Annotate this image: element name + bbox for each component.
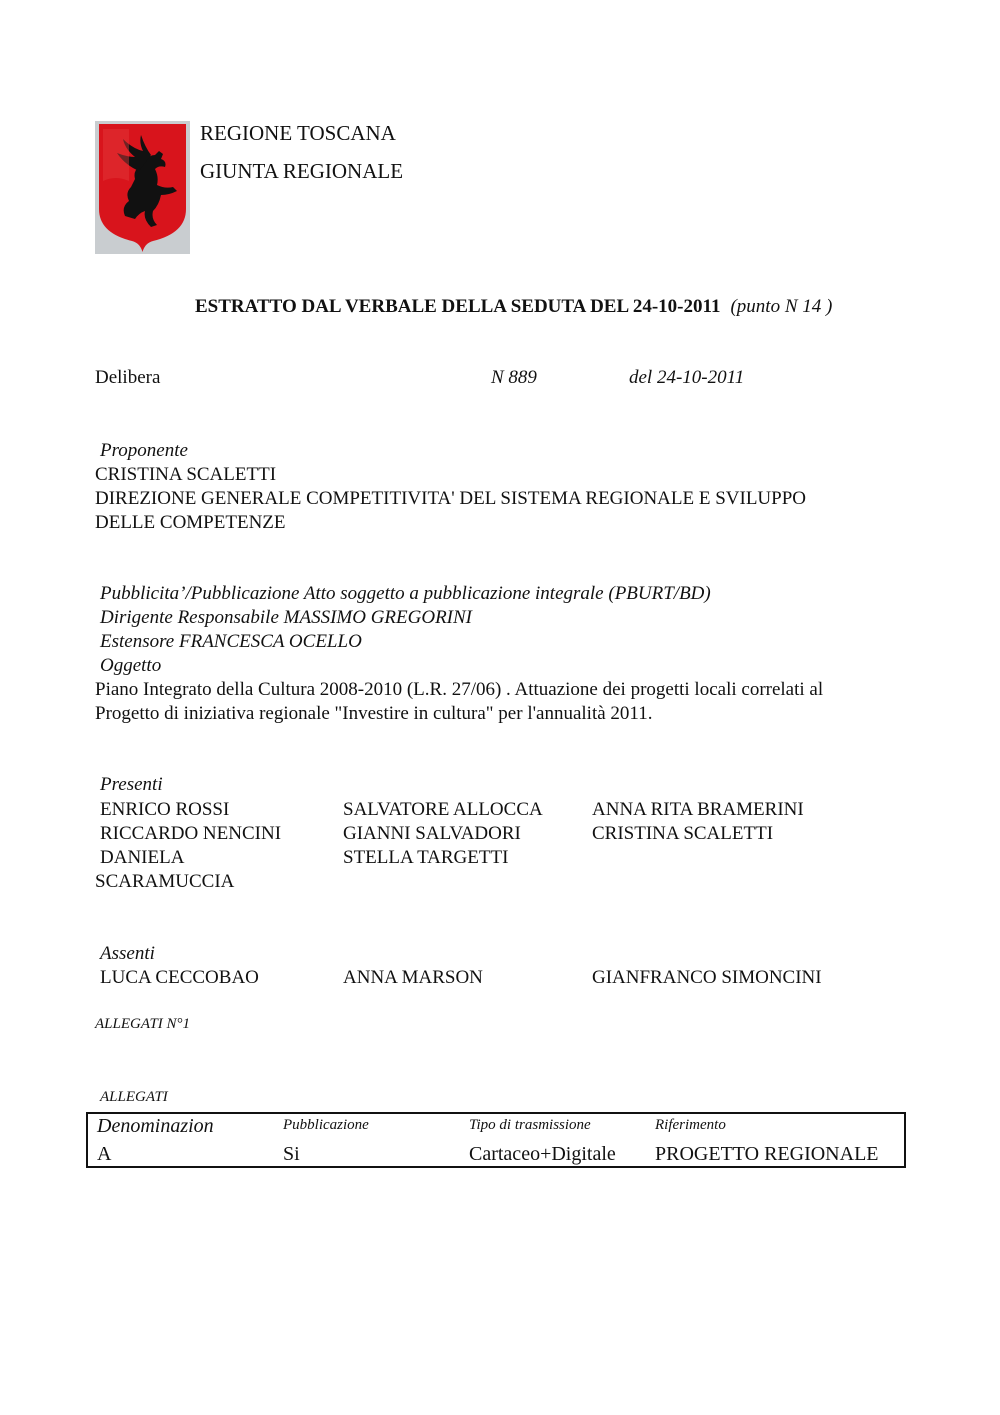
- org-name-line1: REGIONE TOSCANA: [200, 121, 396, 145]
- presente-name: DANIELA: [100, 847, 185, 868]
- presente-name: GIANNI SALVADORI: [343, 823, 521, 844]
- oggetto-label: Oggetto: [100, 655, 162, 676]
- assente-name: GIANFRANCO SIMONCINI: [592, 967, 822, 988]
- org-name-line2: GIUNTA REGIONALE: [200, 159, 404, 183]
- estensore-line: Estensore FRANCESCA OCELLO: [100, 631, 362, 652]
- table-cell: A: [97, 1143, 112, 1165]
- table-cell: PROGETTO REGIONALE: [655, 1143, 879, 1165]
- column-header-riferimento: Riferimento: [655, 1117, 726, 1133]
- allegati-label: ALLEGATI: [100, 1089, 168, 1105]
- assente-name: ANNA MARSON: [343, 967, 483, 988]
- tuscany-pegasus-coat-of-arms-icon: [95, 121, 190, 254]
- table-cell: Cartaceo+Digitale: [469, 1143, 616, 1165]
- column-header-denominazione: Denominazion: [97, 1115, 214, 1137]
- heading-main: ESTRATTO DAL VERBALE DELLA SEDUTA DEL 24-10-2011: [195, 296, 721, 317]
- assenti-label: Assenti: [100, 943, 155, 964]
- proponente-direzione-line2: DELLE COMPETENZE: [95, 512, 286, 533]
- column-header-tipo-trasmissione: Tipo di trasmissione: [469, 1117, 591, 1133]
- proponente-name: CRISTINA SCALETTI: [95, 464, 277, 485]
- proponente-label: Proponente: [100, 440, 188, 461]
- allegati-table: [86, 1112, 906, 1168]
- delibera-date: del 24-10-2011: [629, 367, 745, 388]
- oggetto-text-line2: Progetto di iniziativa regionale "Investire in cultura" per l'annualità 2011.: [95, 703, 653, 724]
- proponente-direzione-line1: DIREZIONE GENERALE COMPETITIVITA' DEL SISTEMA REGIONALE E SVILUPPO: [95, 488, 806, 509]
- heading-punto: (punto N 14 ): [730, 296, 833, 317]
- table-cell: Si: [283, 1143, 300, 1165]
- presente-name-wrap: SCARAMUCCIA: [95, 871, 235, 892]
- column-header-pubblicazione: Pubblicazione: [283, 1117, 369, 1133]
- assente-name: LUCA CECCOBAO: [100, 967, 259, 988]
- oggetto-text-line1: Piano Integrato della Cultura 2008-2010 (L.R. 27/06) . Attuazione dei progetti locali correlati al: [95, 679, 824, 700]
- presente-name: ANNA RITA BRAMERINI: [592, 799, 804, 820]
- document-heading: [195, 296, 832, 318]
- presente-name: RICCARDO NENCINI: [100, 823, 282, 844]
- table-header-row: [87, 1113, 905, 1143]
- delibera-number: N 889: [491, 367, 537, 388]
- presente-name: STELLA TARGETTI: [343, 847, 509, 868]
- allegati-count: ALLEGATI N°1: [95, 1016, 191, 1032]
- dirigente-line: Dirigente Responsabile MASSIMO GREGORINI: [100, 607, 473, 628]
- presente-name: SALVATORE ALLOCCA: [343, 799, 543, 820]
- presente-name: ENRICO ROSSI: [100, 799, 230, 820]
- pubblicazione-line: Pubblicita’/Pubblicazione Atto soggetto a pubblicazione integrale (PBURT/BD): [100, 583, 711, 604]
- table-row: [87, 1143, 905, 1167]
- presenti-label: Presenti: [100, 774, 163, 795]
- presente-name: CRISTINA SCALETTI: [592, 823, 774, 844]
- delibera-label: Delibera: [95, 367, 161, 388]
